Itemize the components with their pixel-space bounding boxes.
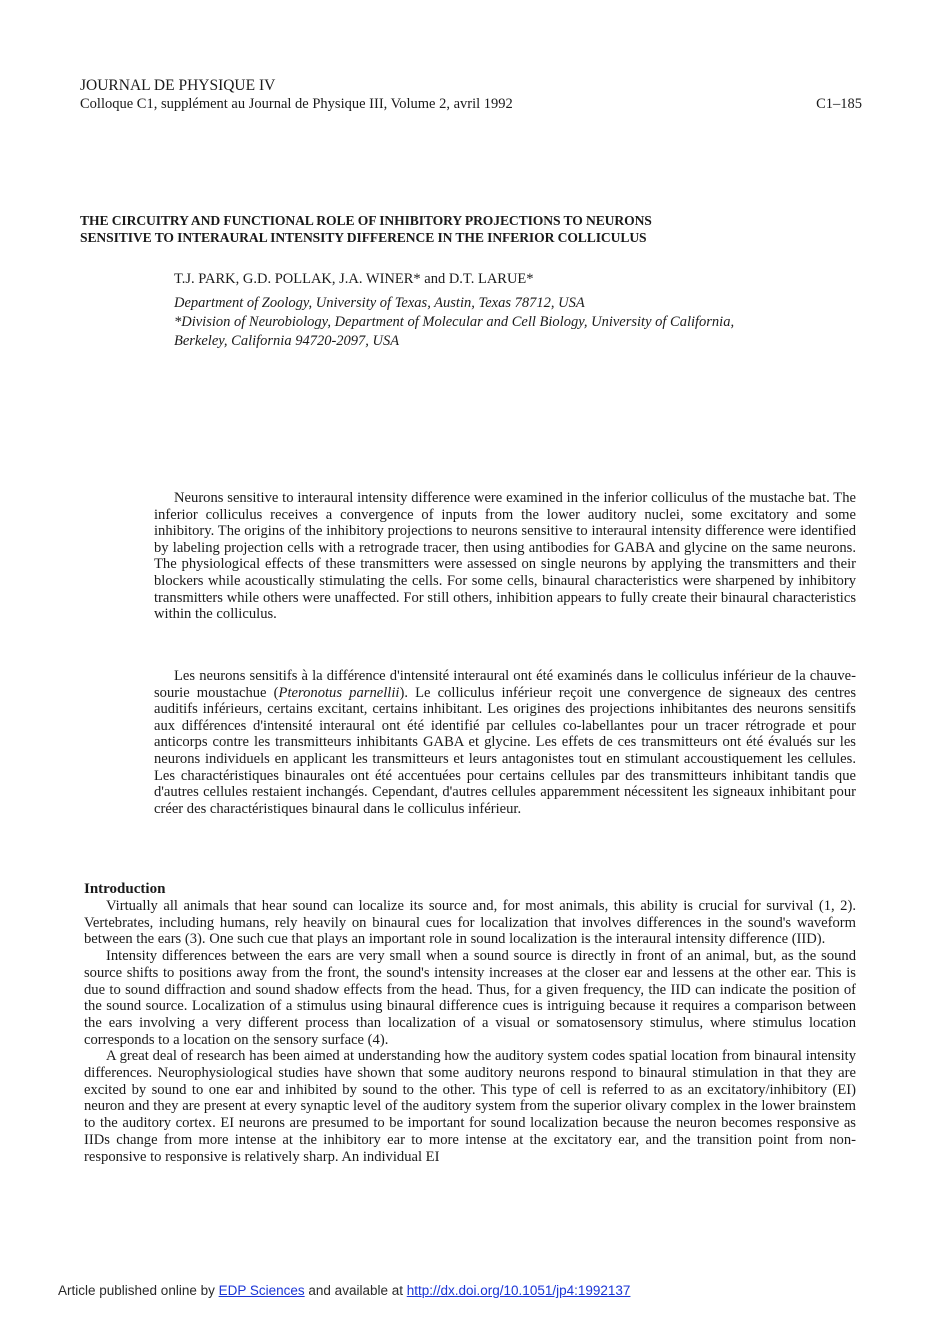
title-line-2: SENSITIVE TO INTERAURAL INTENSITY DIFFERENCE IN THE INFERIOR COLLICULUS (80, 230, 647, 245)
affiliations (174, 294, 864, 351)
abstract-french (154, 668, 856, 817)
intro-paragraph-1: Virtually all animals that hear sound can localize its source and, for most animals, this ability is crucial for survival (1, 2). Vertebrates, including humans, rely heavily on binaural cues for localization that involves differences in the sound's waveform between the ears (3). One such cue that plays an important role in sound localization is the interaural intensity difference (IID). (84, 898, 856, 948)
abstract-english (154, 490, 856, 623)
affiliation-3: Berkeley, California 94720-2097, USA (174, 333, 400, 349)
affiliation-1: Department of Zoology, University of Texas, Austin, Texas 78712, USA (174, 295, 585, 311)
footer-middle: and available at (304, 1283, 407, 1298)
publication-footer (58, 1283, 630, 1299)
abstract-english-text: Neurons sensitive to interaural intensity difference were examined in the inferior colliculus of the mustache bat. The inferior colliculus receives a convergence of inputs from the lower auditory nuclei, some excitatory and some inhibitory. The origins of the inhibitory projections to neurons sensitive to interaural intensity difference were identified by labeling projection cells with a retrograde tracer, then using antibodies for GABA and glycine on the same neurons. The physiological effects of these transmitters were assessed on single neurons by applying the transmitters and their blockers while acoustically stimulating the cells. For some cells, binaural characteristics were sharpened by inhibitory transmitters while others were unaffected. For still others, inhibition appears to fully create their binaural characteristics within the colliculus. (154, 490, 856, 623)
colloque-line: Colloque C1, supplément au Journal de Physique III, Volume 2, avril 1992 (80, 96, 513, 112)
intro-paragraph-2: Intensity differences between the ears are very small when a sound source is directly in front of an animal, but, as the sound source shifts to positions away from the front, the sound's intensity increases at the closer ear and lessens at the other ear. This is due to sound diffraction and sound shadow effects from the head. Thus, for a given frequency, the IID can indicate the position of the sound source. Localization of a stimulus using binaural difference cues is intriguing because it requires a comparison between the ears involving a very different process than localization of a visual or somatosensory stimulus, where stimulus location corresponds to a location on the sensory surface (4). (84, 948, 856, 1048)
title-line-1: THE CIRCUITRY AND FUNCTIONAL ROLE OF INHIBITORY PROJECTIONS TO NEURONS (80, 213, 652, 228)
publisher-link[interactable]: EDP Sciences (218, 1283, 305, 1298)
journal-name: JOURNAL DE PHYSIQUE IV (80, 77, 276, 94)
abstract-french-part-2: ). Le colliculus inférieur reçoit une convergence de signeaux des centres auditifs inférieurs, certains excitant, certains inhibitant. Les origines des projections inhibitantes des neurons sensitifs aux différences d'intensité interaural ont été identifié par cellules co-labellantes pour un tracer rétrograde et pour anticorps contre les transmitteurs inhibitants GABA et glycine. Les effets de ces transmitteurs ont été évalués sur les neurons individuels en applicant les transmitteurs et leurs antagonistes tout en stimulant accoustiquement les cellules. Les charactéristiques binaurales ont été accentuées pour certains cellules par des transmitteurs inhibitant tandis que d'autres cellules restaient inchangés. Cependant, d'autres cellules apparemment nécessitent les signeaux inhibitant pour créer des charactéristiques binaural dans le colliculus inférieur. (154, 684, 856, 817)
affiliation-2: *Division of Neurobiology, Department of Molecular and Cell Biology, University of California, (174, 314, 735, 330)
intro-paragraph-3: A great deal of research has been aimed at understanding how the auditory system codes spatial location from binaural intensity differences. Neurophysiological studies have shown that some auditory neurons respond to binaural stimulation in that they are excited by sound to one ear and inhibited by sound to the other. This type of cell is referred to as an excitatory/inhibitory (EI) neuron and they are present at every synaptic level of the auditory system from the superior olivary complex in the lower brainstem to the auditory cortex. EI neurons are presumed to be important for sound localization because the neuron becomes responsive as IIDs change from more intense at the inhibitory ear to more intense at the excitatory ear, and the transition point from non-responsive to responsive is relatively sharp. An individual EI (84, 1048, 856, 1165)
paper-title (80, 212, 860, 246)
page-number: C1–185 (816, 96, 862, 112)
author-list: T.J. PARK, G.D. POLLAK, J.A. WINER* and D.T. LARUE* (174, 271, 534, 287)
introduction-heading: Introduction (84, 881, 166, 897)
abstract-french-part-1: Les neurons sensitifs à la différence d'intensité interaural ont été examinés dans le colliculus inférieur de la chauve-sourie moustachue ( (154, 668, 856, 701)
species-name: Pteronotus parnellii (278, 684, 400, 701)
doi-link[interactable]: http://dx.doi.org/10.1051/jp4:1992137 (406, 1283, 631, 1298)
footer-prefix: Article published online by (58, 1283, 219, 1298)
abstract-french-text (154, 668, 856, 817)
introduction-body (84, 898, 856, 1165)
